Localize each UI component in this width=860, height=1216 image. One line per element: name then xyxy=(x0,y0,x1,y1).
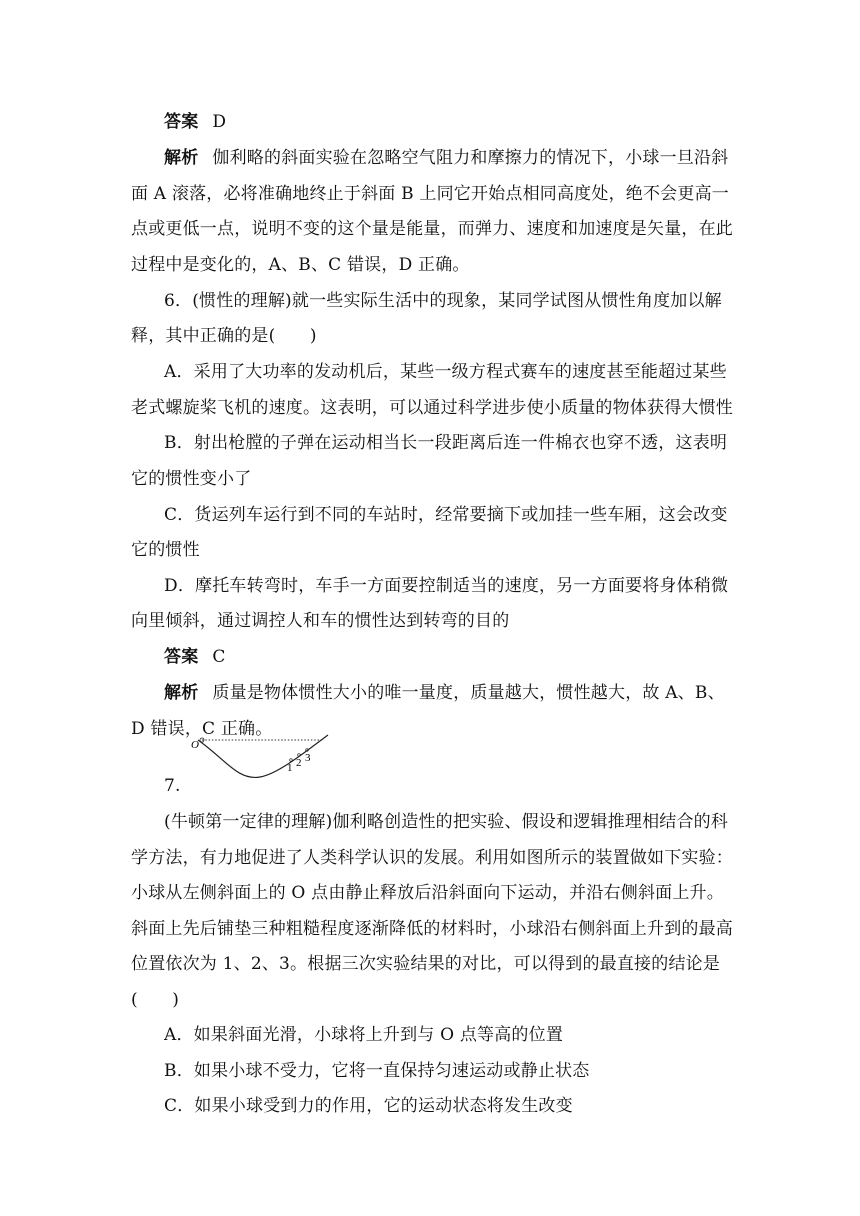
mark-3-label: 3 xyxy=(305,752,311,764)
q7-option-a: A．如果斜面光滑，小球将上升到与 O 点等高的位置 xyxy=(164,1025,564,1045)
q7-stem-line: 学方法，有力地促进了人类科学认识的发展。利用如图所示的装置做如下实验： xyxy=(131,848,733,868)
answer-value: C xyxy=(212,647,226,667)
analysis-label: 解析 xyxy=(164,148,199,168)
mark-1-label: 1 xyxy=(287,762,293,774)
answer-label: 答案 xyxy=(164,112,199,132)
q6-option-d: D．摩托车转弯时，车手一方面要控制适当的速度，另一方面要将身体稍微 xyxy=(164,576,729,596)
q5-analysis-line: 过程中是变化的，A、B、C 错误，D 正确。 xyxy=(131,255,470,275)
q5-analysis-line: 解析 伽利略的斜面实验在忽略空气阻力和摩擦力的情况下，小球一旦沿斜 xyxy=(164,148,729,168)
ball-position-1 xyxy=(290,759,293,762)
q7-stem-line: (牛顿第一定律的理解)伽利略创造性的把实验、假设和逻辑推理相结合的科 xyxy=(164,812,729,832)
q7-number: 7. xyxy=(164,776,181,796)
analysis-label: 解析 xyxy=(164,683,199,703)
q5-answer xyxy=(164,110,226,134)
q6-stem-line: 6．(惯性的理解)就一些实际生活中的现象，某同学试图从惯性角度加以解 xyxy=(164,291,722,311)
q5-analysis-line: 面 A 滚落，必将准确地终止于斜面 B 上同它开始点相同高度处，绝不会更高一 xyxy=(131,184,729,204)
mark-2-label: 2 xyxy=(296,757,302,769)
q6-option-c: 它的惯性 xyxy=(131,540,200,560)
q7-stem-line: 斜面上先后铺垫三种粗糙程度逐渐降低的材料时，小球沿右侧斜面上升到的最高 xyxy=(131,919,733,939)
point-o-label: O xyxy=(191,739,199,751)
incline-figure xyxy=(180,725,340,787)
answer-label: 答案 xyxy=(164,647,199,667)
q7-option-b: B．如果小球不受力，它将一直保持匀速运动或静止状态 xyxy=(164,1061,590,1081)
answer-value: D xyxy=(212,112,227,132)
q6-option-a: 老式螺旋桨飞机的速度。这表明，可以通过科学进步使小质量的物体获得大惯性 xyxy=(131,398,733,418)
q6-option-d: 向里倾斜，通过调控人和车的惯性达到转弯的目的 xyxy=(131,611,510,631)
q6-option-c: C．货运列车运行到不同的车站时，经常要摘下或加挂一些车厢，这会改变 xyxy=(164,505,728,525)
q7-stem-line: 位置依次为 1、2、3。根据三次实验结果的对比，可以得到的最直接的结论是 xyxy=(131,954,721,974)
q6-stem-line: 释，其中正确的是( ) xyxy=(131,326,317,346)
q6-answer xyxy=(164,645,226,669)
q7-option-c: C．如果小球受到力的作用，它的运动状态将发生改变 xyxy=(164,1096,573,1116)
q6-option-b: B．射出枪膛的子弹在运动相当长一段距离后连一件棉衣也穿不透，这表明 xyxy=(164,433,728,453)
q7-stem-line: 小球从左侧斜面上的 O 点由静止释放后沿斜面向下运动，并沿右侧斜面上升。 xyxy=(131,883,724,903)
q6-option-b: 它的惯性变小了 xyxy=(131,469,252,489)
q5-analysis-line: 点或更低一点，说明不变的这个量是能量，而弹力、速度和加速度是矢量，在此 xyxy=(131,219,733,239)
q7-stem-line: ( ) xyxy=(131,990,180,1010)
q6-analysis-line: 解析 质量是物体惯性大小的唯一量度，质量越大，惯性越大，故 A、B、 xyxy=(164,683,725,703)
q6-analysis-line: D 错误，C 正确。 xyxy=(131,719,273,739)
q6-option-a: A．采用了大功率的发动机后，某些一级方程式赛车的速度甚至能超过某些 xyxy=(164,362,727,382)
